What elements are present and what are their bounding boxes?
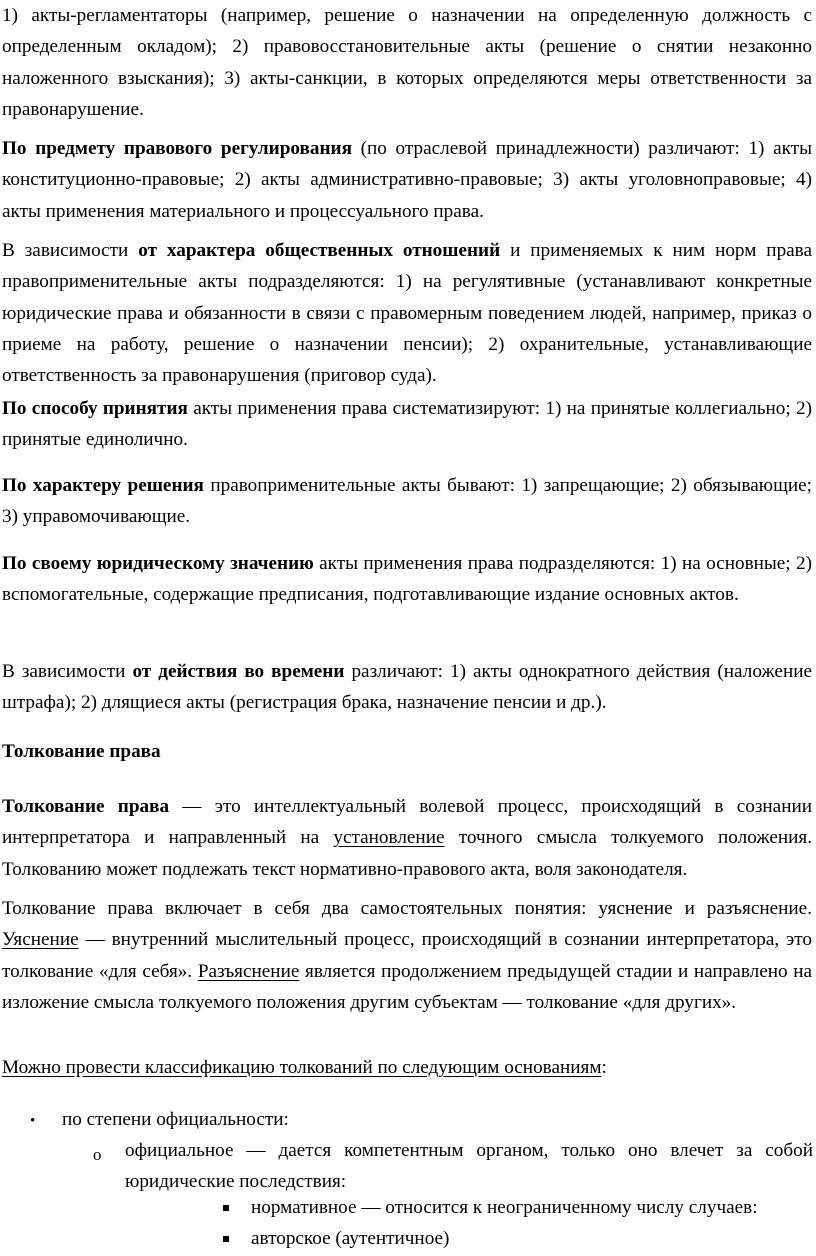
paragraph-text: различают: 1) акты однократного действия (наложение штрафа); 2) длящиеся акты (регистрация брака, назначение пенсии и др.). (2, 661, 813, 714)
underlined-term: установление (333, 827, 445, 849)
bold-term: По характеру решения (2, 475, 204, 496)
paragraph-clarification-explanation (2, 893, 812, 1018)
underlined-term: Можно провести классификацию толкований по следующим основаниям (2, 1057, 602, 1078)
bullet-square-icon (223, 1236, 229, 1242)
underlined-term: Уяснение (2, 929, 79, 951)
paragraph-acts-types (2, 0, 812, 125)
paragraph-time-effect (2, 656, 812, 719)
bold-term: от характера общественных отношений (138, 240, 501, 261)
paragraph-text: : (601, 1057, 607, 1078)
bold-term: от действия во времени (132, 661, 345, 682)
bold-term: Толкование права (2, 796, 170, 817)
paragraph-text: — внутренний мыслительный процесс, происходящий в сознании интерпретатора, это толкование «для себя». (2, 929, 812, 982)
underlined-term: Разъяснение (197, 960, 300, 982)
paragraph-text: правоприменительные акты бывают: 1) запрещающие; 2) обязывающие; 3) управомочивающие. (2, 475, 812, 528)
paragraph-subject-regulation (2, 133, 812, 227)
section-heading: Толкование права (2, 741, 161, 762)
paragraph-decision-character (2, 470, 812, 533)
list-item-level3: нормативное — относится к неограниченному числу случаев: (251, 1197, 758, 1218)
bullet-circle-icon: o (93, 1145, 102, 1164)
list-item-level1: по степени официальности: (62, 1109, 289, 1130)
paragraph-text: — это интеллектуальный волевой процесс, происходящий в сознании интерпретатора и направленный на (2, 796, 812, 849)
paragraph-social-relations (2, 235, 812, 391)
bold-term: По предмету правового регулирования (2, 138, 352, 159)
paragraph-text: В зависимости (2, 661, 133, 682)
paragraph-legal-significance (2, 548, 812, 611)
bold-term: По своему юридическому значению (2, 553, 314, 574)
list-item-level3: авторское (аутентичное) (251, 1228, 450, 1249)
paragraph-text: 1) акты-регламентаторы (например, решение о назначении на определенную должность с определенным окладом); 2) правовосстановительные акты (решение о снятии незаконно наложенного взыскания); 3) акты-санкции, в которых определяются меры ответственности за правонарушение. (2, 5, 812, 120)
bullet-dot-icon: • (30, 1113, 36, 1129)
paragraph-text: точного смысла толкуемого положения. Толкованию может подлежать текст нормативно-правового акта, воля законодателя. (2, 827, 812, 880)
paragraph-interpretation-definition (2, 791, 812, 885)
paragraph-text: и применяемых к ним норм права правоприменительные акты подразделяются: 1) на регулятивные (устанавливают конкретные юридические права и обязанности в связи с правомерным поведением людей, например, приказ о приеме на работу, решение о назначении пенсии); 2) охранительные, устанавливающие ответственность за правонарушения (приговор суда). (2, 240, 812, 387)
paragraph-text: акты применения права систематизируют: 1) на принятые коллегиально; 2) принятые единолично. (2, 398, 812, 451)
bullet-square-icon (223, 1205, 229, 1211)
bold-term: По способу принятия (2, 398, 188, 419)
paragraph-text: (по отраслевой принадлежности) различают: 1) акты конституционно-правовые; 2) акты административно-правовые; 3) акты уголовноправовые; 4) акты применения материального и процессуального права. (2, 138, 812, 222)
paragraph-text: Толкование права включает в себя два самостоятельных понятия: уяснение и разъяснение. (2, 898, 812, 919)
list-item-level2: официальное — дается компетентным органом, только оно влечет за собой юридические последствия: (125, 1140, 813, 1193)
paragraph-text: является продолжением предыдущей стадии и направлено на изложение смысла толкуемого положения другим субъектам — толкование «для других». (2, 960, 812, 1013)
paragraph-text: акты применения права подразделяются: 1) на основные; 2) вспомогательные, содержащие предписания, подготавливающие издание основных актов. (2, 553, 812, 606)
paragraph-text: В зависимости (2, 240, 139, 261)
paragraph-classification-intro (2, 1052, 812, 1083)
paragraph-adoption-method (2, 393, 812, 456)
